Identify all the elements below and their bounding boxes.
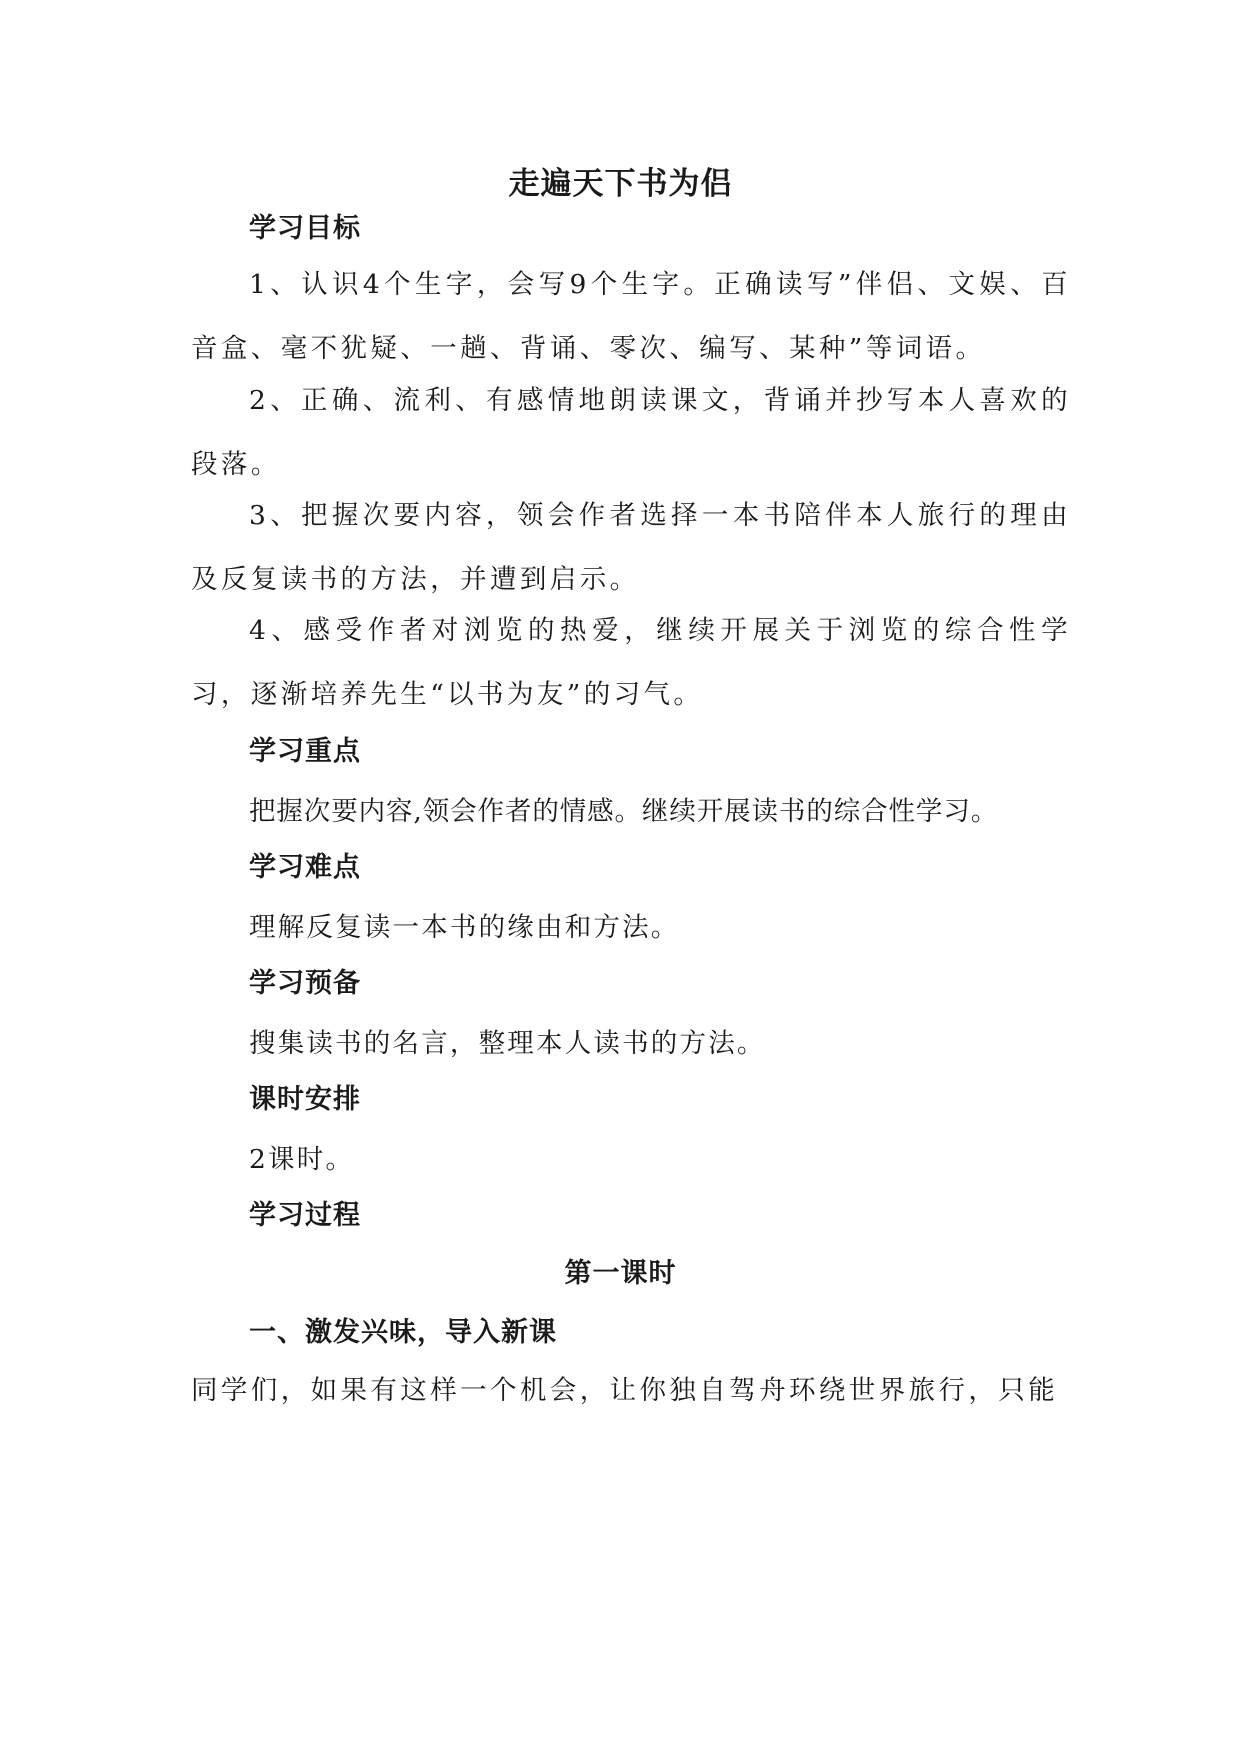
difficulties-text: 理解反复读一本书的缘由和方法。 xyxy=(249,912,680,943)
schedule-heading: 课时安排 xyxy=(249,1084,361,1115)
objective-item-1: 1、认识4个生字，会写9个生字。正确读写”伴侣、文娱、百音盒、毫不犹疑、一趟、背诵、零次、编写、某种”等词语。 xyxy=(191,269,1071,364)
key-points-heading: 学习重点 xyxy=(249,736,361,767)
objectives-heading: 学习目标 xyxy=(249,213,361,244)
schedule-text: 2课时。 xyxy=(249,1144,355,1175)
process-heading: 学习过程 xyxy=(249,1200,361,1231)
document-title: 走遍天下书为侣 xyxy=(508,166,733,202)
lesson-title: 第一课时 xyxy=(564,1258,677,1289)
preparation-heading: 学习预备 xyxy=(249,968,361,999)
objective-item-2: 2、正确、流利、有感情地朗读课文，背诵并抄写本人喜欢的段落。 xyxy=(191,385,1071,480)
step1-heading: 一、激发兴味，导入新课 xyxy=(249,1317,557,1348)
difficulties-heading: 学习难点 xyxy=(249,852,361,883)
step1-text: 同学们，如果有这样一个机会，让你独自驾舟环绕世界旅行，只能 xyxy=(191,1375,1059,1406)
preparation-text: 搜集读书的名言，整理本人读书的方法。 xyxy=(249,1028,766,1059)
objective-item-3: 3、把握次要内容，领会作者选择一本书陪伴本人旅行的理由及反复读书的方法，并遭到启示。 xyxy=(191,500,1071,595)
key-points-text: 把握次要内容,领会作者的情感。继续开展读书的综合性学习。 xyxy=(249,796,999,827)
objective-item-4: 4、感受作者对浏览的热爱，继续开展关于浏览的综合性学习，逐渐培养先生“以书为友”的习气。 xyxy=(191,615,1071,710)
